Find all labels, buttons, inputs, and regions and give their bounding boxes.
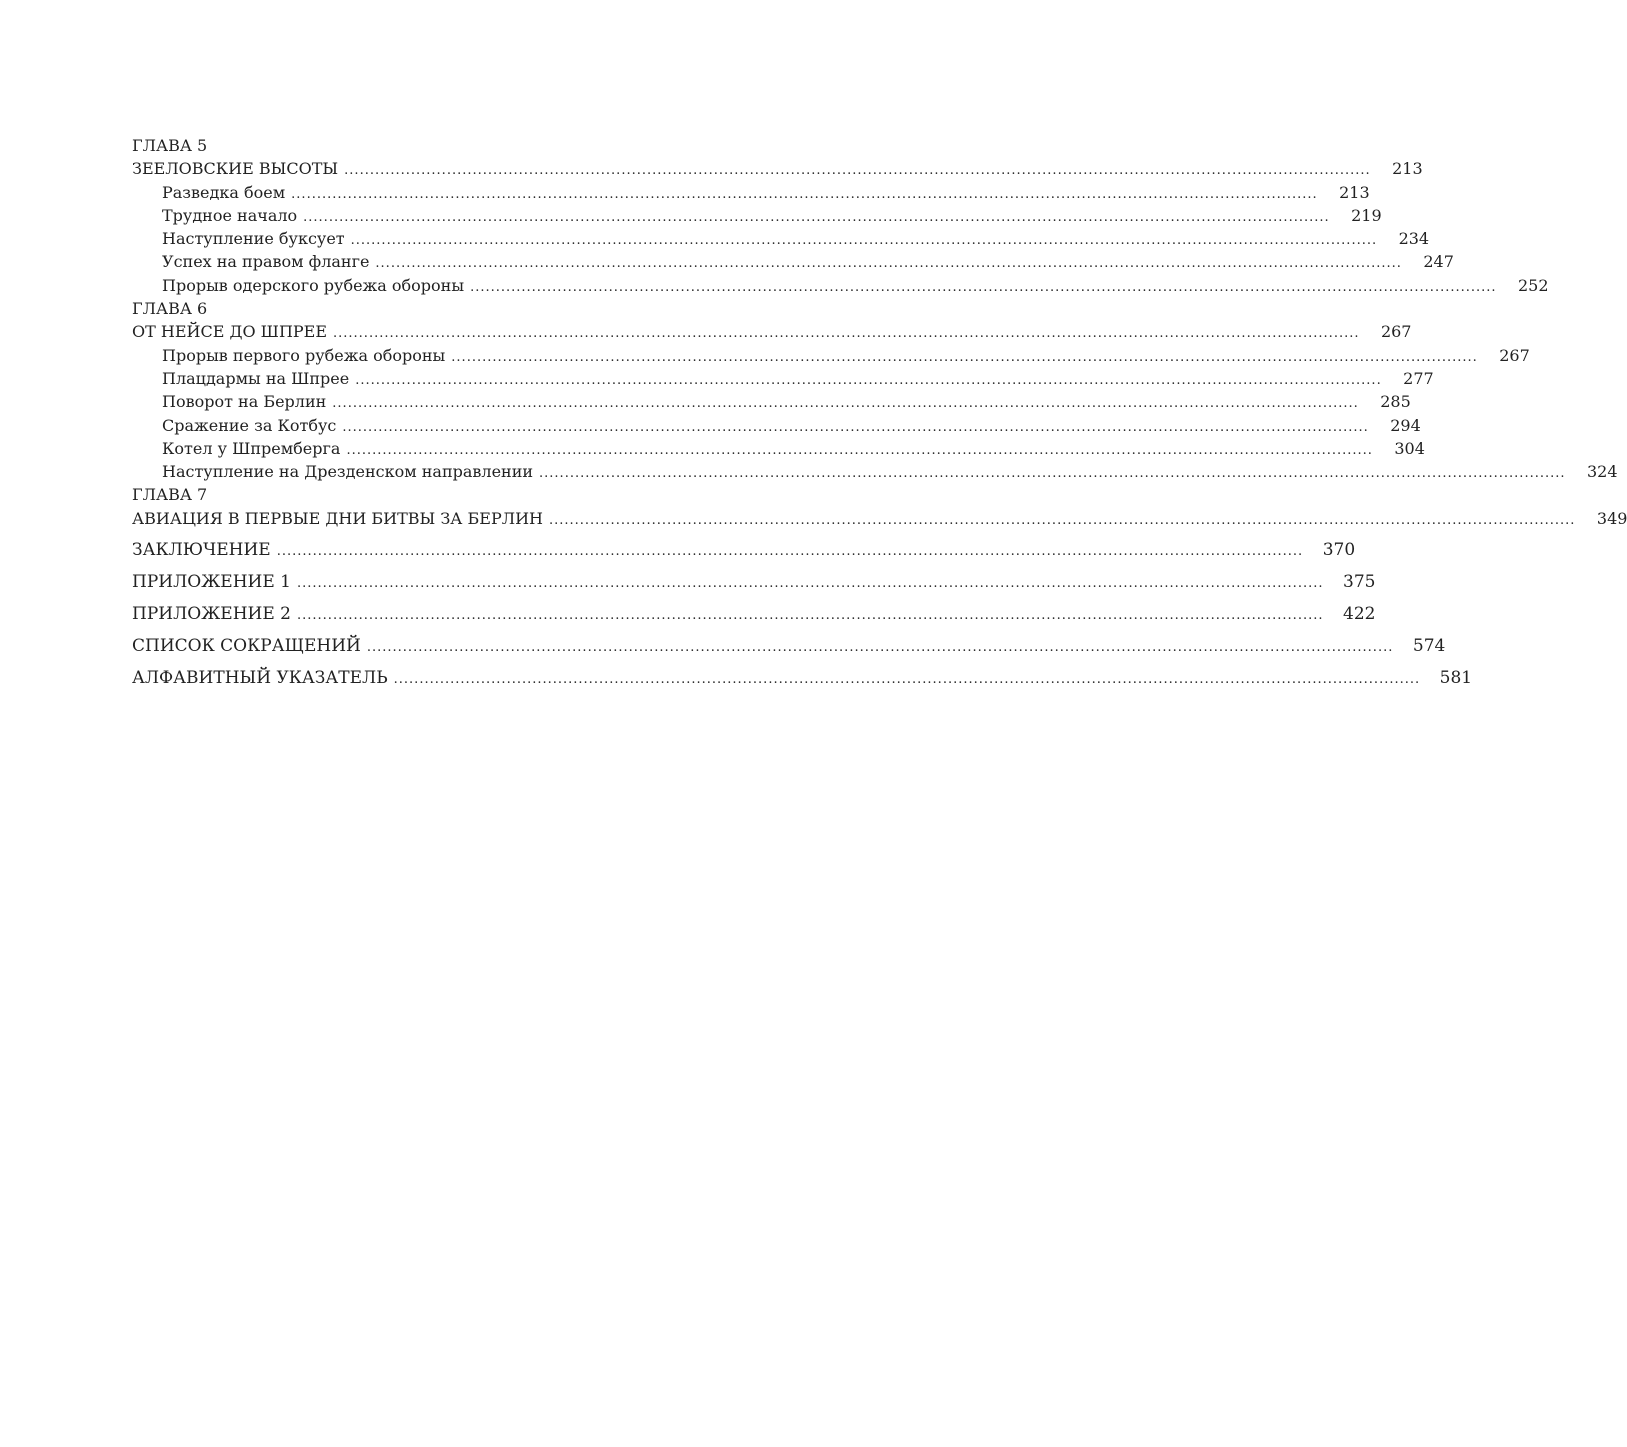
- toc-entry-section: [132, 227, 1430, 250]
- toc-entry-title: Котел у Шпремберга: [162, 438, 341, 458]
- toc-entry-page-number: 219: [1351, 205, 1382, 225]
- toc-entry-back-matter: [132, 630, 1446, 662]
- toc-entry-page-number: 267: [1499, 345, 1530, 365]
- toc-entry-page-number: 267: [1380, 322, 1412, 342]
- toc-entry-section: [132, 274, 1549, 297]
- toc-entry-section: [132, 390, 1411, 413]
- dot-leader: ........................................................................................................................................................................................................: [375, 256, 1402, 272]
- toc-entry-back-matter: [132, 566, 1376, 598]
- toc-entry-page-number: 349: [1596, 508, 1627, 528]
- toc-entry-page-number: 324: [1586, 462, 1618, 482]
- dot-leader: ........................................................................................................................................................................................................: [342, 419, 1369, 435]
- toc-entry-title: Прорыв первого рубежа обороны: [162, 345, 446, 365]
- dot-leader: ........................................................................................................................................................................................................: [366, 640, 1394, 656]
- toc-entry-title: ПРИЛОЖЕНИЕ 1: [132, 572, 292, 593]
- dot-leader: ........................................................................................................................................................................................................: [297, 608, 1324, 624]
- toc-entry-title: Успех на правом фланге: [162, 252, 370, 272]
- toc-entry-section: [132, 344, 1530, 367]
- table-of-contents: [132, 134, 1627, 694]
- dot-leader: ........................................................................................................................................................................................................: [346, 442, 1373, 458]
- toc-entry-title: Наступление на Дрезденском направлении: [162, 462, 534, 482]
- toc-entry-section: [132, 204, 1382, 227]
- toc-entry-title: ЗЕЕЛОВСКИЕ ВЫСОТЫ: [132, 159, 339, 179]
- toc-entry-back-matter: [132, 534, 1356, 566]
- toc-entry-page-number: 252: [1517, 275, 1549, 295]
- toc-entry-section: [132, 367, 1434, 390]
- dot-leader: ........................................................................................................................................................................................................: [355, 372, 1382, 388]
- toc-entry-section: [132, 181, 1370, 204]
- dot-leader: ........................................................................................................................................................................................................: [303, 209, 1330, 225]
- toc-entry-title: Трудное начало: [162, 205, 298, 225]
- toc-entry-page-number: 285: [1380, 392, 1411, 412]
- toc-entry-chapter-title: [132, 320, 1412, 343]
- toc-entry-title: АЛФАВИТНЫЙ УКАЗАТЕЛЬ: [132, 668, 388, 689]
- toc-entry-title: Прорыв одерского рубежа обороны: [162, 275, 465, 295]
- toc-entry-page-number: 213: [1392, 159, 1423, 179]
- toc-entry-title: Разведка боем: [162, 182, 286, 202]
- toc-entry-title: ОТ НЕЙСЕ ДО ШПРЕЕ: [132, 322, 328, 342]
- toc-entry-title: АВИАЦИЯ В ПЕРВЫЕ ДНИ БИТВЫ ЗА БЕРЛИН: [132, 508, 543, 528]
- dot-leader: ........................................................................................................................................................................................................: [539, 466, 1566, 482]
- toc-entry-page-number: 294: [1390, 415, 1421, 435]
- toc-entry-title: СПИСОК СОКРАЩЕНИЙ: [132, 636, 361, 657]
- toc-entry-title: ГЛАВА 5: [132, 136, 208, 155]
- toc-entry-page-number: 277: [1403, 368, 1434, 388]
- toc-entry-title: ПРИЛОЖЕНИЕ 2: [132, 604, 292, 625]
- toc-entry-page-number: 581: [1439, 668, 1473, 689]
- toc-entry-title: Плацдармы на Шпрее: [162, 368, 350, 388]
- dot-leader: ........................................................................................................................................................................................................: [291, 186, 1318, 202]
- dot-leader: ........................................................................................................................................................................................................: [276, 544, 1304, 560]
- toc-entry-page-number: 234: [1398, 229, 1430, 249]
- toc-entry-page-number: 370: [1322, 540, 1356, 561]
- dot-leader: ........................................................................................................................................................................................................: [393, 672, 1421, 688]
- dot-leader: ........................................................................................................................................................................................................: [470, 279, 1497, 295]
- toc-entry-section: [132, 414, 1421, 437]
- toc-entry-title: Сражение за Котбус: [162, 415, 337, 435]
- toc-entry-page-number: 422: [1343, 604, 1376, 625]
- toc-entry-section: [132, 250, 1454, 273]
- dot-leader: ........................................................................................................................................................................................................: [344, 163, 1371, 179]
- toc-entry-back-matter: [132, 662, 1473, 694]
- toc-entry-section: [132, 460, 1618, 483]
- toc-entry-chapter-title: [132, 157, 1423, 180]
- toc-entry-chapter-heading: [132, 134, 890, 157]
- toc-entry-title: Наступление буксует: [162, 229, 345, 249]
- toc-entry-title: Поворот на Берлин: [162, 392, 327, 412]
- toc-entry-page-number: 574: [1412, 636, 1446, 657]
- toc-entry-chapter-title: [132, 507, 1627, 530]
- toc-entry-section: [132, 437, 1425, 460]
- dot-leader: ........................................................................................................................................................................................................: [332, 396, 1359, 412]
- toc-entry-page-number: 375: [1343, 572, 1376, 593]
- dot-leader: ........................................................................................................................................................................................................: [451, 349, 1478, 365]
- toc-entry-page-number: 213: [1339, 182, 1370, 202]
- toc-entry-page-number: 247: [1423, 252, 1454, 272]
- dot-leader: ........................................................................................................................................................................................................: [297, 576, 1324, 592]
- toc-entry-page-number: 304: [1394, 438, 1425, 458]
- dot-leader: ........................................................................................................................................................................................................: [350, 233, 1378, 249]
- dot-leader: ........................................................................................................................................................................................................: [548, 512, 1576, 528]
- toc-entry-title: ГЛАВА 7: [132, 485, 208, 505]
- toc-entry-back-matter: [132, 598, 1376, 630]
- toc-entry-chapter-heading: [132, 297, 890, 320]
- toc-entry-title: ГЛАВА 6: [132, 299, 208, 319]
- dot-leader: ........................................................................................................................................................................................................: [333, 326, 1360, 342]
- toc-entry-title: ЗАКЛЮЧЕНИЕ: [132, 540, 271, 561]
- toc-entry-chapter-heading: [132, 483, 890, 506]
